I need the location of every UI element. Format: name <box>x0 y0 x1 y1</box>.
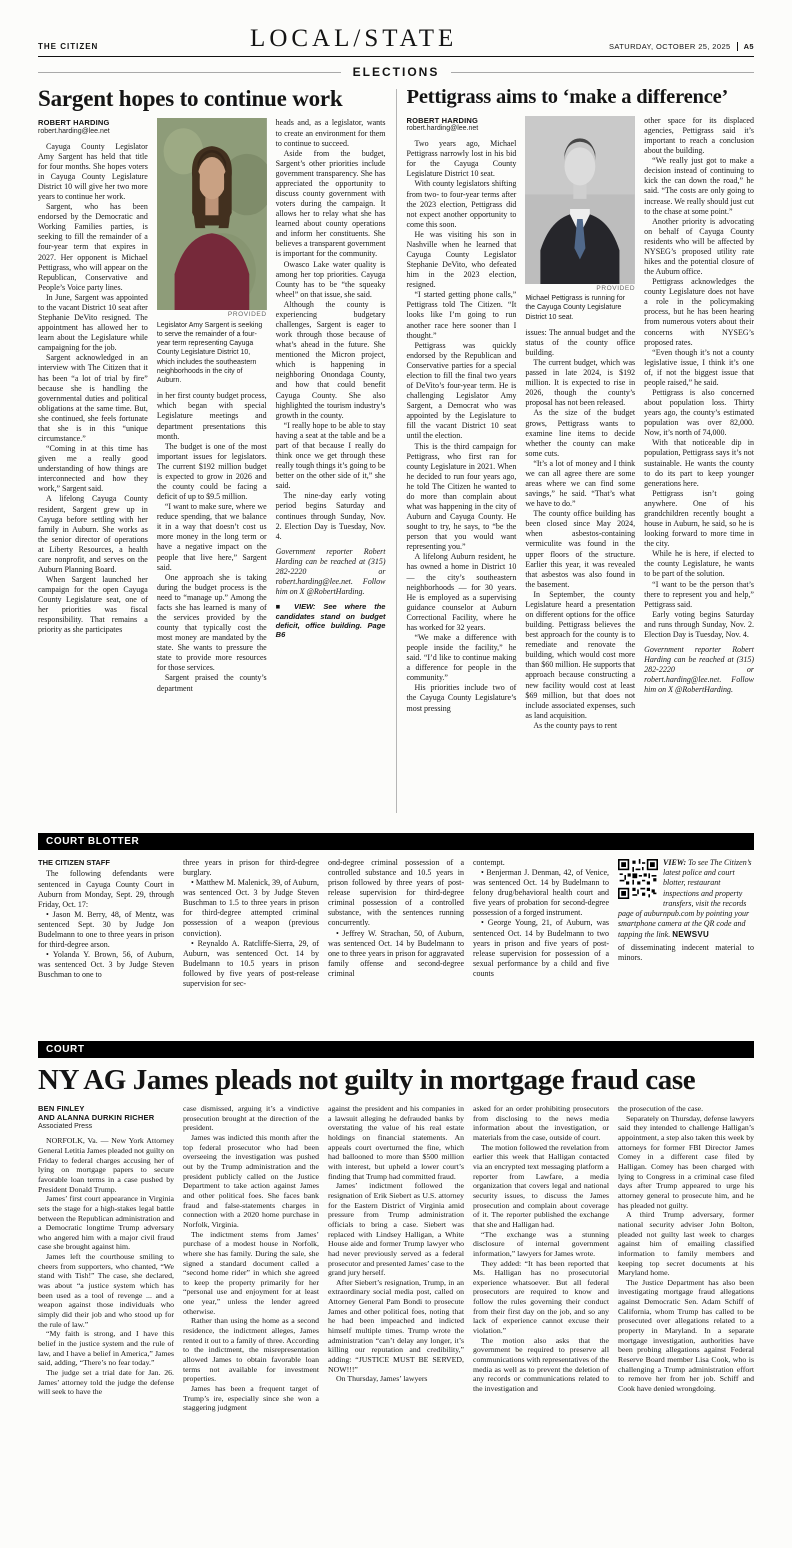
paragraph: “The exchange was a stunning disclosure of internal government information,” lawyers for James wrote. <box>473 1229 609 1258</box>
article-sargent <box>38 85 386 823</box>
paragraph: When Sargent launched her campaign for the open Cayuga County Legislature seat, one of her priorities was fiscal responsibility. That remains a priority as she participates <box>38 575 148 635</box>
paragraph: A lifelong Auburn resident, he has owned a home in District 10 — the city’s southeastern neighborhoods — for 30 years. He is employed as a supervising guidance counselor at Auburn Correctional Facility, where he has worked for 32 years. <box>406 552 517 632</box>
blotter-column-2 <box>183 858 319 989</box>
paragraph: “I want to make sure, where we reduce spending, that we balance it in a way that doesn’t cost us more money in the long term or have a negative impact on the people that live here,” Sargent said. <box>156 502 267 572</box>
qr-code-icon <box>618 859 658 899</box>
paragraph: The nine-day early voting period begins Saturday and continues through Sunday, Nov. 2. Election Day is Tuesday, Nov. 4. <box>275 491 386 541</box>
paragraph: James was indicted this month after the top federal prosecutor who had been overseeing the investigation was pushed out by the Trump administration and the president publicly called on the Justice Department to take action against James and other political foes. She faces bank fraud and false-statements charges in connection with a 2020 home purchase in Norfolk, Virginia. <box>183 1132 319 1229</box>
paragraph: • Benjerman J. Denman, 42, of Venice, was sentenced Oct. 14 by Budelmann to felony drug/behavioral health court and five years of probation for second-degree possession of a forged instrument. <box>473 868 609 918</box>
paragraph: Sargent, who has been endorsed by the Democratic and Working Families parties, is seeking to fill the remainder of a four-year term that expires in 2027. Her opponent is Michael Pettigrass, who will appear on the Republican, Conservative and People’s Voice party lines. <box>38 202 148 292</box>
paragraph: Government reporter Robert Harding can be reached at (315) 282-2220 or robert.harding@lee.net. Follow him on X @RobertHarding. <box>644 644 754 695</box>
qr-note-body: To see The Citizen’s latest police and court blotter, restaurant inspections and property transfers, visit the records page of auburnpub.com by pointing your smartphone camera at the QR code and tapping the link. <box>618 858 752 939</box>
paragraph: Owasco Lake water quality is among her top priorities. Cayuga County has to be “the squeaky wheel” on that issue, she said. <box>275 259 386 299</box>
column-text <box>525 328 635 731</box>
paragraph: With county legislators shifting from two- to four-year terms after the 2023 election, Pettigrass did not expect another opportunity to come this soon. <box>406 179 517 229</box>
paragraph: • George Young, 21, of Auburn, was sentenced Oct. 14 by Budelmann to two years in prison and five years of post-release supervision for possession of a sexual performance by a child and five counts <box>473 918 609 978</box>
column-text <box>38 1136 174 1397</box>
byline <box>38 1104 174 1131</box>
photo-credit: PROVIDED <box>227 311 267 319</box>
paragraph: issues: The annual budget and the status of the county office building. <box>525 327 636 357</box>
pettigrass-column-3 <box>644 116 754 731</box>
paragraph: The budget is one of the most important issues for legislators. The current $192 million budget is expected to grow in 2026 and the county could be facing a deficit of up to $9.5 million. <box>156 441 267 502</box>
paragraph: three years in prison for third-degree burglary. <box>183 858 319 878</box>
paragraph: “I want to be the person that’s there to represent you and help,” Pettigrass said. <box>644 579 754 609</box>
court-column-4 <box>473 1104 609 1413</box>
paragraph: He was visiting his son in Nashville when he learned that Cayuga County Legislator Stephanie DeVito, who defeated him in the 2023 election, resigned. <box>406 229 517 290</box>
byline <box>407 116 517 134</box>
paragraph: case dismissed, arguing it’s a vindictive prosecution brought at the direction of the president. <box>183 1104 319 1133</box>
paragraph: contempt. <box>473 858 505 867</box>
section-kicker <box>38 65 754 79</box>
paragraph: The judge set a trial date for Jan. 26. James’ attorney told the judge the defense will seek to have the <box>38 1368 174 1397</box>
photo-caption: Legislator Amy Sargent is seeking to serve the remainder of a four-year term representing Cayuga County Legislature District 10, which includes the southeastern neighborhoods in the city of Auburn. <box>156 321 263 385</box>
sargent-photo-caption-block <box>157 311 267 385</box>
sargent-column-1 <box>38 118 148 693</box>
paragraph: “Even though it’s not a county legislative issue, I think it’s one of, if not the biggest issue that people raised,” he said. <box>644 347 754 387</box>
paragraph: The motion also asks that the government be required to preserve all communications with representatives of the media as well as to prevent the deletion of any records or communications related to the investigation and <box>473 1335 609 1394</box>
paragraph: A lifelong Cayuga County resident, Sargent grew up in Cayuga before settling with her family in Auburn. She works as the senior director of operations at Liberty Resources, a health care nonprofit, and serves on the Auburn Planning Board. <box>38 494 148 574</box>
paragraph: ond-degree criminal possession of a controlled substance and 10.5 years in prison followed by three years of post-release supervision for third-degree criminal possession of a controlled substance, with the sentences running concurrently. <box>328 858 464 928</box>
paragraph: The Justice Department has also been investigating mortgage fraud allegations against Democratic Sen. Adam Schiff of California, whom Trump has called to be prosecuted over allegations related to a property in Maryland. In a separate mortgage investigation, authorities have been probing allegations against Federal Reserve Board member Lisa Cook, who is challenging a Trump administration effort to remove her from her job. Schiff and Cook have denied wrongdoing. <box>618 1277 754 1394</box>
paragraph: His priorities include two of the Cayuga County Legislature’s most pressing <box>406 683 517 713</box>
paragraph: James has been a frequent target of Trump’s ire, especially since she won a staggering judgment <box>183 1384 319 1413</box>
paragraph: of disseminating indecent material to minors. <box>618 942 754 962</box>
paragraph: Pettigrass acknowledges the county Legislature does not have a role in the policymaking process, but he has been hearing from numerous voters about their concerns with NYSEG’s proposed rates. <box>644 277 754 347</box>
court-blotter-bar <box>38 833 754 850</box>
paragraph: The motion followed the revelation from earlier this week that Halligan contacted via an encrypted text messaging platform a reporter from Lawfare, a media organization that covers legal and national security issues, to discuss the James prosecution and complain about coverage of it. The reporter published the exchange that she and Halligan had. <box>473 1142 609 1229</box>
court-blotter-label: COURT BLOTTER <box>46 836 140 847</box>
paragraph: The county office building has been closed since May 2024, when asbestos-containing vermiculite was found in the upper floors of the structure. Earlier this year, it was revealed that asbestos was also found in the basement. <box>525 509 636 589</box>
court-column-3 <box>328 1104 464 1413</box>
paragraph: James left the courthouse smiling to cheers from supporters, who chanted, “We stand with Tish!” The case, she declared, was about “a justice system which has been used as a tool of revenge ... and a weapon against those individuals who simply did their job and who stood up for the rule of law.” <box>38 1252 174 1329</box>
column-text <box>38 869 174 980</box>
paragraph: Cayuga County Legislator Amy Sargent has held that title for four months. She hopes voters in Cayuga County Legislature District 10 will give her two more years to continue her work. <box>38 141 148 202</box>
column-text <box>407 139 517 713</box>
byline-name: ROBERT HARDING <box>38 118 110 128</box>
paragraph: Government reporter Robert Harding can be reached at (315) 282-2220 or robert.harding@lee.net. Follow him on X @RobertHarding. <box>275 546 386 597</box>
byline-org: Associated Press <box>38 1122 93 1130</box>
paragraph: • Jason M. Berry, 48, of Mentz, was sentenced Sept. 30 by Judge Jon Budelmann to one to three years in prison for third-degree arson. <box>38 909 174 949</box>
paragraph: “Coming in at this time has given me a really good understanding of how things are interconnected and how they work,” Sargent said. <box>38 444 148 494</box>
column-text <box>644 116 754 695</box>
paragraph: heads and, as a legislator, wants to create an environment for them to continue to succeed. <box>275 118 386 148</box>
paragraph: Pettigrass isn’t going anywhere. One of his grandchildren recently bought a house in Auburn, he said, so he is looking forward to more time in the city. <box>644 488 754 549</box>
paragraph: “We make a difference with people inside the facility,” he said. “I’d like to continue making a difference for people in the community.” <box>406 632 517 683</box>
column-text <box>276 118 386 639</box>
masthead <box>38 26 754 57</box>
court-column-2 <box>183 1104 319 1413</box>
article-pettigrass <box>407 85 755 823</box>
pettigrass-headline: Pettigrass aims to ‘make a difference’ <box>406 87 729 108</box>
blotter-column-4 <box>473 858 609 989</box>
date-folio <box>609 42 754 51</box>
paragraph: • Reynaldo A. Ratcliffe-Sierra, 29, of Auburn, was sentenced Oct. 14 by Budelmann to 10.5 years in prison followed by five years of post-release supervision for sec- <box>183 938 319 988</box>
court-bar <box>38 1041 754 1058</box>
paragraph: Separately on Thursday, defense lawyers said they intended to challenge Halligan’s appointment, a step also taken this week by attorneys for former FBI Director James Comey in a different case filed by Halligan. Comey has been charged with lying to Congress in a criminal case filed days after Trump appeared to urge his attorney general to prosecute him, and he has pleaded not guilty. <box>618 1113 754 1210</box>
paragraph: in her first county budget process, which began with special Legislature meetings and department presentations this month. <box>156 391 267 441</box>
paragraph: Sargent praised the county’s department <box>156 673 267 693</box>
blotter-column-5 <box>618 858 754 989</box>
pettigrass-photo-caption-block <box>525 285 635 322</box>
column-text <box>38 142 148 636</box>
paragraph: Early voting begins Saturday and runs through Sunday, Nov. 2. Election Day is Tuesday, Nov. 4. <box>644 609 754 639</box>
sargent-column-3 <box>276 118 386 693</box>
sargent-column-2 <box>157 118 267 693</box>
paragraph: Although the county is experiencing budgetary challenges, Sargent is eager to work through those because of what’s ahead in the future. She mentioned the Micron project, which is happening in neighboring Onondaga County, and how that could benefit Cayuga County. She also highlighted the tourism industry’s growth in the county. <box>275 299 386 420</box>
court-label: COURT <box>46 1044 85 1055</box>
article-divider <box>396 89 397 813</box>
paragraph: James’ indictment followed the resignation of Erik Siebert as U.S. attorney for the Eastern District of Virginia amid pressure from Trump administration officials to bring a case. Siebert was replaced with Lindsey Halligan, a White House aide and former Trump lawyer who had never previously served as a federal prosecutor and presented James’ case to the grand jury herself. <box>328 1181 464 1278</box>
paragraph: They added: “It has been reported that Ms. Halligan has no prosecutorial experience whatsoever. But all federal prosecutors are required to know and follow the rules governing their conduct from their first day on the job, and so any lack of experience cannot excuse their violation.” <box>473 1258 609 1336</box>
paragraph: The following defendants were sentenced in Cayuga County Court in Auburn from Monday, Sept. 29, through Friday, Oct. 17: <box>38 869 174 909</box>
byline-name: BEN FINLEY <box>38 1104 85 1113</box>
paragraph: asked for an order prohibiting prosecutors from disclosing to the news media information about the investigation, or materials from the case, outside of court. <box>473 1104 609 1142</box>
kicker-rule-right <box>451 72 754 73</box>
sargent-photo-figure <box>157 118 267 385</box>
pettigrass-column-2 <box>525 116 635 731</box>
paragraph: The current budget, which was passed in late 2024, is $192 million. It is expected to rise in 2026, though the county’s proposal has not been released. <box>525 358 636 408</box>
elections-section <box>38 85 754 823</box>
sargent-columns <box>38 118 386 693</box>
paragraph: against the president and his companies in a lawsuit alleging he defrauded banks by overstating the value of his real estate holdings on financial statements. An appeals court overturned the fine, which had ballooned to more than $500 million with interest, but upheld a lower court’s finding that Trump had committed fraud. <box>328 1104 464 1181</box>
paragraph: other space for its displaced agencies, Pettigrass said it’s important to reach a conclusion about the building. <box>644 115 754 156</box>
section-title: LOCAL/STATE <box>250 25 458 52</box>
newsvu-logo: NEWSVU <box>672 929 710 939</box>
paragraph: NORFOLK, Va. — New York Attorney General Letitia James pleaded not guilty on Friday to federal charges accusing her of lying on mortgage papers to secure favorable loan terms in a case pushed by President Donald Trump. <box>38 1136 174 1194</box>
paragraph: While he is here, if elected to the county Legislature, he wants to be part of the solution. <box>644 549 754 579</box>
column-text <box>157 391 267 693</box>
sargent-headline: Sargent hopes to continue work <box>38 86 343 111</box>
paragraph: In June, Sargent was appointed to the vacant District 10 seat after Stephanie DeVito resigned. The appointment has allowed her to learn about the Legislature while campaigning for the job. <box>38 292 148 353</box>
paragraph: “I started getting phone calls,” Pettigrass told The Citizen. “It looks like I’m going to run another race here sooner than I thought.” <box>406 290 517 340</box>
paragraph: • Jeffrey W. Strachan, 50, of Auburn, was sentenced Oct. 14 by Budelmann to one to three years in prison for aggravated family offense and second-degree criminal <box>328 928 464 978</box>
court-section <box>38 1041 754 1413</box>
sargent-photo-image <box>157 118 267 310</box>
court-column-1 <box>38 1104 174 1413</box>
paragraph: Rather than using the home as a second residence, the indictment alleges, James rented it out to a family of three. According to the indictment, the misrepresentation allowed James to obtain favorable loan terms not available for investment properties. <box>183 1316 319 1384</box>
pettigrass-photo-figure <box>525 116 635 322</box>
byline <box>38 118 148 136</box>
paragraph: Two years ago, Michael Pettigrass narrowly lost in his bid for the Cayuga County Legislature District 10 seat. <box>406 139 517 179</box>
publication-name: THE CITIZEN <box>38 42 99 51</box>
paragraph: • Matthew M. Malenick, 39, of Auburn, was sentenced Oct. 3 by Judge Steven Buschman to 1.5 to three years in prison for third-degree attempted criminal possession of a weapon (previous conviction). <box>183 878 319 938</box>
photo-credit: PROVIDED <box>596 284 636 292</box>
paragraph: “We really just got to make a decision instead of continuing to kick the can down the road,” he said. “The costs are only going to increase. We really should just cut to the chase at some point.” <box>644 156 754 216</box>
pettigrass-photo-image <box>525 116 635 284</box>
kicker-rule-left <box>38 72 341 73</box>
paragraph: As the size of the budget grows, Pettigrass wants to examine line items to decide whether the county can make some cuts. <box>525 408 636 458</box>
paragraph: the prosecution of the case. <box>618 1104 704 1113</box>
qr-note-label: VIEW: <box>663 858 687 867</box>
byline-name: ROBERT HARDING <box>406 115 479 125</box>
court-column-5 <box>618 1104 754 1413</box>
pettigrass-column-1 <box>407 116 517 731</box>
byline: THE CITIZEN STAFF <box>38 858 110 867</box>
paragraph: Aside from the budget, Sargent’s other priorities include government transparency. She has appreciated the opportunity to discuss county government with voters during the campaign. It allows her to relay what she has learned about county operations and inform her constituents. She believes a transparent government is important for the community. <box>275 148 386 259</box>
blotter-columns <box>38 858 754 989</box>
qr-view-note <box>618 858 754 940</box>
paragraph: Pettigrass was quickly endorsed by the Republican and Conservative parties for a special election to fill the final two years of DeVito’s four-year term. He is challenging Legislator Amy Sargent, a Democrat who was appointed by the Legislature to fill the vacant District 10 seat until the election. <box>406 340 517 441</box>
paragraph: Another priority is advocating on behalf of Cayuga County residents who will be affected by NYSEG’s proposed utility rate hikes and the potential closure of the Auburn office. <box>644 216 754 277</box>
paragraph: As the county pays to rent <box>533 720 618 730</box>
byline-email: robert.harding@lee.net <box>38 127 110 135</box>
paragraph: Pettigrass is also concerned about population loss. Thirty years ago, the county’s estimated population was over 82,000. Now, it’s north of 74,000. <box>644 388 754 438</box>
court-columns <box>38 1104 754 1413</box>
date-label: SATURDAY, OCTOBER 25, 2025 <box>609 42 731 51</box>
byline-email: robert.harding@lee.net <box>406 125 479 133</box>
paragraph: One approach she is taking during the budget process is the need to “manage up.” Among the facts she has learned is many of the services provided by the county that typically cost the most money are mandated by the state. She wants to pressure the state to provide more resources for those services. <box>156 572 267 673</box>
paragraph: “It’s a lot of money and I think we can all agree there are some areas where we can find some savings,” he said. “That’s what we have to do.” <box>525 458 636 509</box>
byline-name: AND ALANNA DURKIN RICHER <box>38 1113 155 1123</box>
paragraph: In September, the county Legislature heard a presentation on different options for the office building. Pettigrass believes the best approach for the county is to remediate and renovate the building, which would cost more than $60 million. He supports that approach because constructing a new facility would cost at least $69 million, but that does not include associated expenses, such as land acquisition. <box>525 589 636 720</box>
paragraph: A third Trump adversary, former national security adviser John Bolton, pleaded not guilty last week to charges against him of emailing classified information to family members and keeping top secret documents at his Maryland home. <box>618 1210 754 1278</box>
blotter-column-1 <box>38 858 174 989</box>
paragraph: ■ VIEW: See where the candidates stand on budget deficit, office building. Page B6 <box>275 602 386 640</box>
paragraph: The indictment stems from James’ purchase of a modest house in Norfolk, where she has family. During the sale, she signed a standard document called a “second home rider” in which she agreed to keep the property primarily for her “personal use and enjoyment for at least one year,” unless the lender agreed otherwise. <box>183 1229 319 1316</box>
photo-caption: Michael Pettigrass is running for the Cayuga County Legislature District 10 seat. <box>525 295 625 321</box>
paragraph: • Yolanda Y. Brown, 56, of Auburn, was sentenced Oct. 3 by Judge Steven Buschman to one to <box>38 950 174 980</box>
paragraph: Sargent acknowledged in an interview with The Citizen that it has been “a lot of trial by fire” because she is handling the governmental duties and political obligations at the same time. But, she continued, she feels fortunate that she is in this “unique circumstance.” <box>38 353 148 443</box>
paragraph: This is the third campaign for Pettigrass, who first ran for county Legislature in 2021. When he decided to run four years ago, he told The Citizen he wanted to do more than complain about what was happening in the city of Auburn and Cayuga County. He sought to try, he says, to “be the person that you would want representing you.” <box>406 441 517 552</box>
kicker-label: ELECTIONS <box>352 65 440 79</box>
court-blotter-section <box>38 833 754 1031</box>
pettigrass-columns <box>407 116 755 731</box>
blotter-column-3 <box>328 858 464 989</box>
page-number: A5 <box>737 42 754 51</box>
paragraph: After Siebert’s resignation, Trump, in an extraordinary social media post, called on Attorney General Pam Bondi to prosecute James and other political foes, noting that he had been impeached and indicted himself multiple times. Trump wrote the administration “can’t delay any longer, it’s killing our reputation and credibility,” adding: “JUSTICE MUST BE SERVED, NOW!!!” <box>328 1277 464 1374</box>
paragraph: James’ first court appearance in Virginia sets the stage for a high-stakes legal battle between the Republican administration and a Democratic longtime Trump adversary who angered him with a major civil fraud case she brought against him. <box>38 1194 174 1252</box>
paragraph: “I really hope to be able to stay having a seat at the table and be a part of that because I really do think once we get through these really tough things it’s going to be better on the other side of it,” she said. <box>275 420 386 491</box>
court-headline: NY AG James pleads not guilty in mortgage fraud case <box>38 1066 696 1095</box>
paragraph: On Thursday, James’ lawyers <box>336 1374 428 1384</box>
paragraph: “My faith is strong, and I have this belief in the justice system and the rule of law, and I have a belief in America,” James said, adding, “There’s no fear today.” <box>38 1329 174 1368</box>
paragraph: With that noticeable dip in population, Pettigrass says it’s not sustainable. He wants the county to do its part to keep younger generations here. <box>644 438 754 488</box>
